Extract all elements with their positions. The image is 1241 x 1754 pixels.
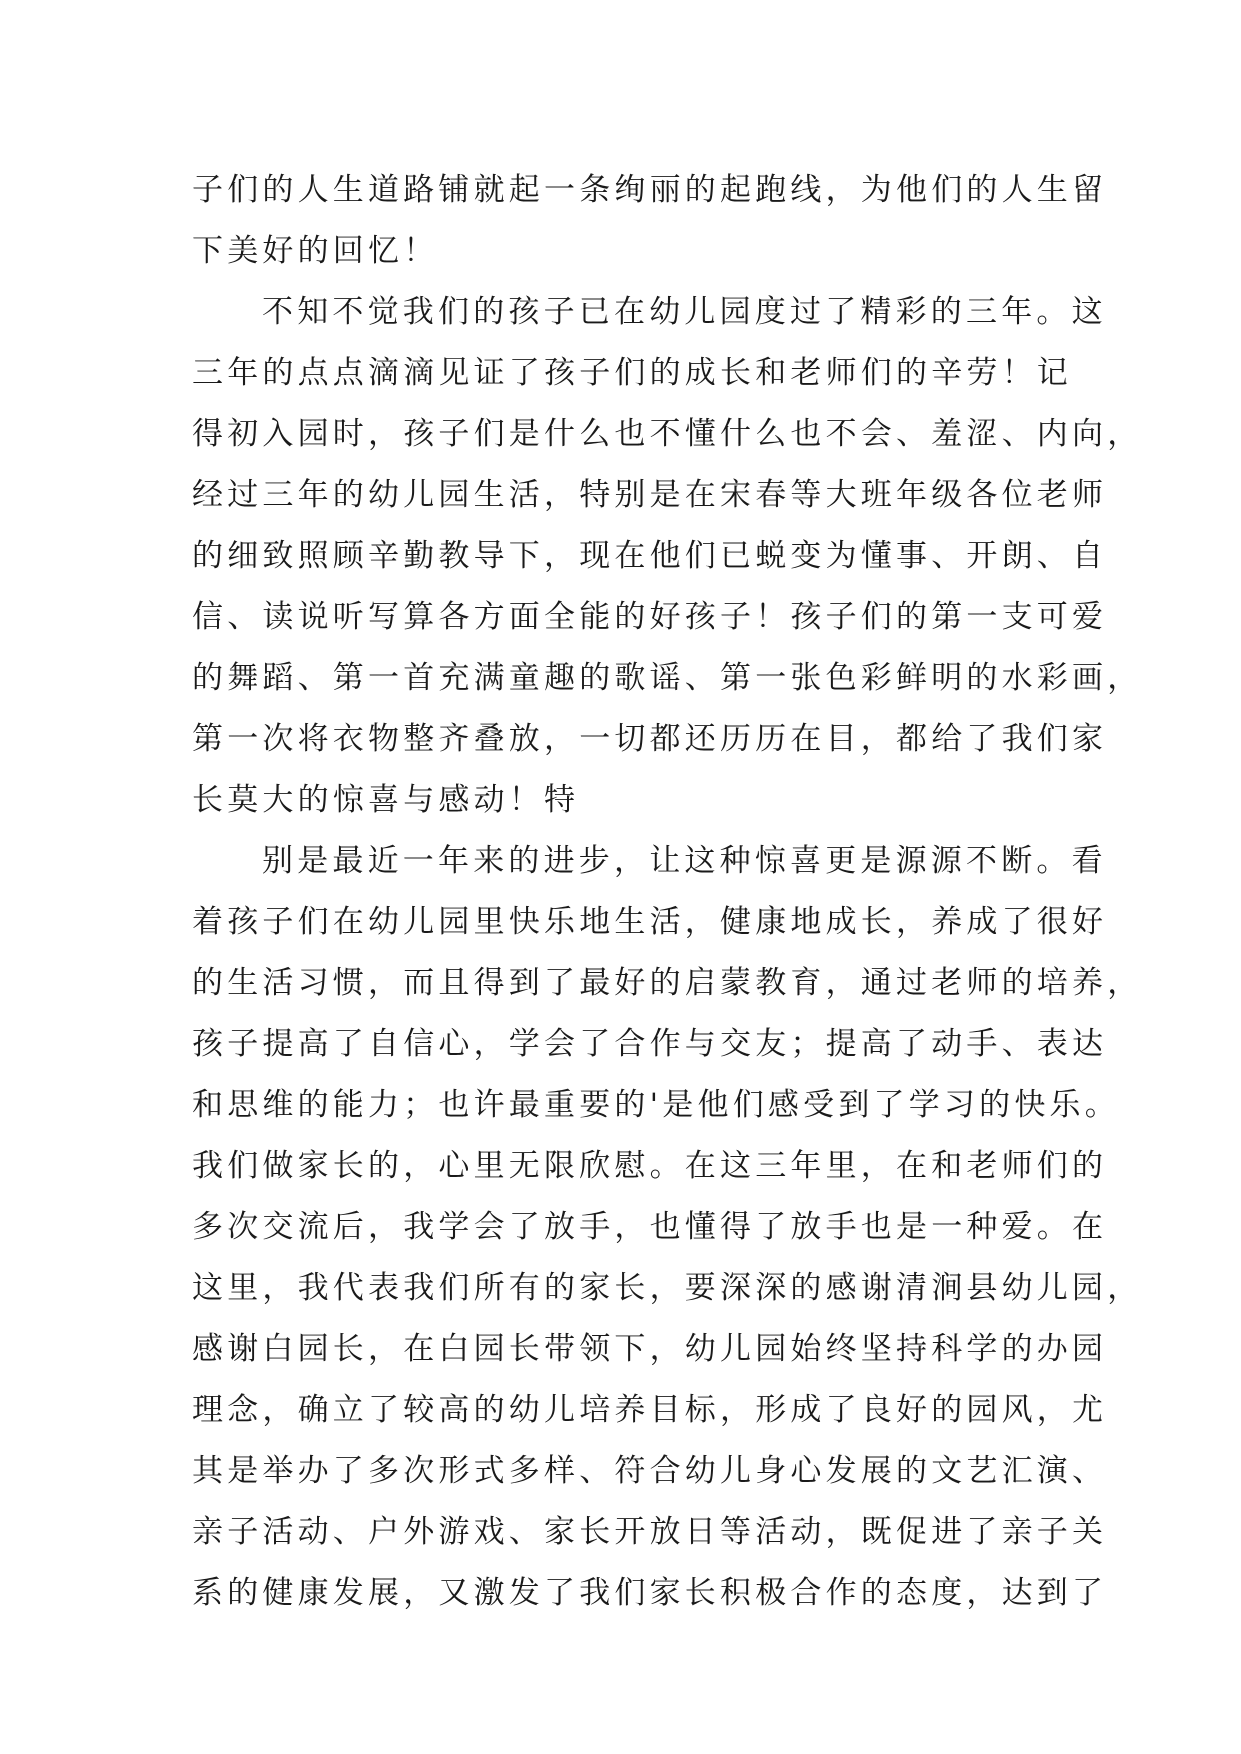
text-line: 我们做家长的，心里无限欣慰。在这三年里，在和老师们的 [192, 1148, 1108, 1184]
text-line: 这里，我代表我们所有的家长，要深深的感谢清涧县幼儿园， [192, 1270, 1143, 1306]
text-line: 和思维的能力；也许最重要的'是他们感受到了学习的快乐。 [192, 1087, 1120, 1123]
text-line: 亲子活动、户外游戏、家长开放日等活动，既促进了亲子关 [192, 1514, 1108, 1550]
text-line: 经过三年的幼儿园生活，特别是在宋春等大班年级各位老师 [192, 477, 1108, 513]
text-line: 下美好的回忆！ [192, 233, 439, 269]
text-line: 子们的人生道路铺就起一条绚丽的起跑线，为他们的人生留 [192, 172, 1108, 208]
text-line: 感谢白园长，在白园长带领下，幼儿园始终坚持科学的办园 [192, 1331, 1108, 1367]
text-line: 其是举办了多次形式多样、符合幼儿身心发展的文艺汇演、 [192, 1453, 1108, 1489]
text-line: 着孩子们在幼儿园里快乐地生活，健康地成长，养成了很好 [192, 904, 1108, 940]
text-line: 系的健康发展，又激发了我们家长积极合作的态度，达到了 [192, 1575, 1108, 1611]
text-line: 孩子提高了自信心，学会了合作与交友；提高了动手、表达 [192, 1026, 1108, 1062]
text-line: 多次交流后，我学会了放手，也懂得了放手也是一种爱。在 [192, 1209, 1108, 1245]
body-text [192, 160, 1143, 1624]
text-line: 第一次将衣物整齐叠放，一切都还历历在目，都给了我们家 [192, 721, 1108, 757]
text-line: 三年的点点滴滴见证了孩子们的成长和老师们的辛劳！记 [192, 355, 1072, 391]
text-line: 长莫大的惊喜与感动！特 [192, 782, 580, 818]
text-line: 的生活习惯，而且得到了最好的启蒙教育，通过老师的培养， [192, 965, 1143, 1001]
paragraph-start-line: 别是最近一年来的进步，让这种惊喜更是源源不断。看 [262, 843, 1107, 879]
text-line: 得初入园时，孩子们是什么也不懂什么也不会、羞涩、内向， [192, 416, 1143, 452]
paragraph-start-line: 不知不觉我们的孩子已在幼儿园度过了精彩的三年。这 [262, 294, 1107, 330]
text-line: 的细致照顾辛勤教导下，现在他们已蜕变为懂事、开朗、自 [192, 538, 1108, 574]
text-line: 理念，确立了较高的幼儿培养目标，形成了良好的园风，尤 [192, 1392, 1108, 1428]
text-line: 的舞蹈、第一首充满童趣的歌谣、第一张色彩鲜明的水彩画， [192, 660, 1143, 696]
text-line: 信、读说听写算各方面全能的好孩子！孩子们的第一支可爱 [192, 599, 1108, 635]
